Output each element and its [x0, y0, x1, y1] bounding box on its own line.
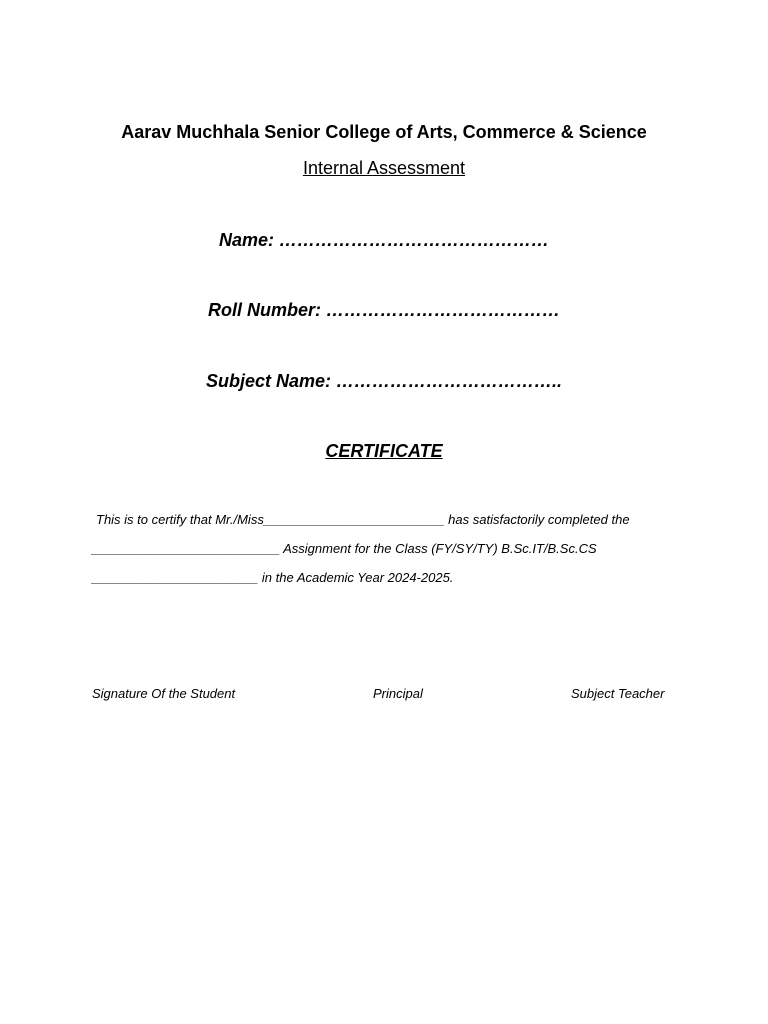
assessment-title: Internal Assessment [302, 158, 466, 178]
principal-signature-label: Principal [373, 686, 423, 701]
certificate-title: CERTIFICATE [325, 441, 443, 461]
student-signature-label: Signature Of the Student [92, 686, 236, 701]
subject-name-field: Subject Name: ……………………………….. [205, 371, 563, 391]
roll-number-field: Roll Number: ………………………………… [207, 300, 560, 320]
subject-teacher-signature-label: Subject Teacher [571, 686, 665, 701]
certificate-text-line-2: __________________________ Assignment for the Class (FY/SY/TY) B.Sc.IT/B.Sc.CS [92, 541, 597, 556]
college-name: Aarav Muchhala Senior College of Arts, Commerce & Science [121, 122, 647, 142]
name-field: Name: ……………………………………… [218, 230, 550, 250]
certificate-text-line-3: _______________________ in the Academic Year 2024-2025. [92, 570, 454, 585]
certificate-text-line-1: This is to certify that Mr./Miss_________________________ has satisfactorily completed the [96, 512, 630, 527]
